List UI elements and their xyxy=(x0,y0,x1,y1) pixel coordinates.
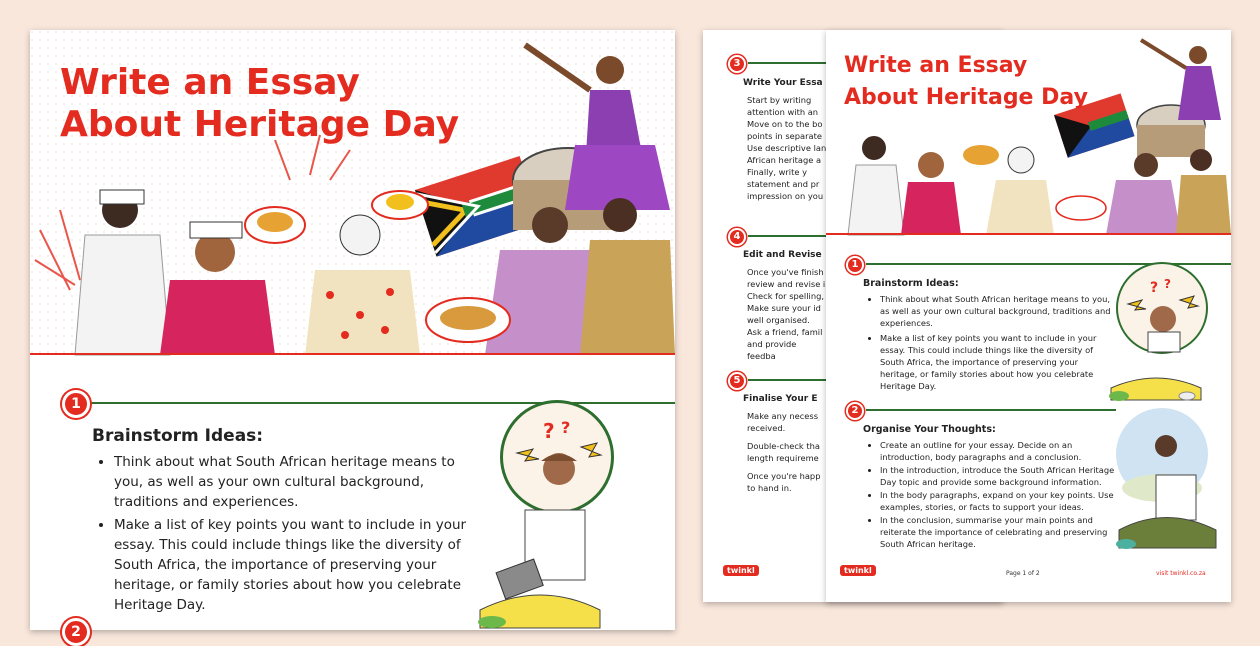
section-bullet-list xyxy=(866,439,1116,551)
step-number-badge: 2 xyxy=(62,618,90,646)
list-item: • In the introduction, introduce the South African Heritage Day topic and provide some background information. xyxy=(880,464,1116,488)
list-item: • In the body paragraphs, expand on your key points. Use examples, stories, or facts to support your ideas. xyxy=(880,489,1116,513)
list-item: points in separate xyxy=(747,131,822,141)
list-item: length requireme xyxy=(747,453,819,463)
list-item: Make any necess xyxy=(747,411,819,421)
step-number-badge: 5 xyxy=(728,372,746,390)
step-number-badge: 3 xyxy=(728,55,746,73)
list-item: • Make a list of key points you want to include in your essay. This could include things like the diversity of South Africa, the importance of preserving your heritage, or family stories about how you celebrate Heritage Day. xyxy=(880,332,1116,392)
page-number: Page 1 of 2 xyxy=(1006,570,1040,577)
list-item: Check for spelling, xyxy=(747,291,824,301)
svg-text:?: ? xyxy=(1164,277,1171,291)
step-number-badge: 4 xyxy=(728,228,746,246)
page-title: Write an Essay About Heritage Day xyxy=(60,62,460,145)
list-item: Move on to the bo xyxy=(747,119,823,129)
list-item: review and revise i xyxy=(747,279,826,289)
list-item: Make sure your id xyxy=(747,303,821,313)
section-heading: Brainstorm Ideas: xyxy=(863,278,959,289)
section-bullet-list xyxy=(747,94,827,202)
svg-text:?: ? xyxy=(561,418,571,437)
step-number-badge: 2 xyxy=(846,402,864,420)
list-item: African heritage a xyxy=(747,155,822,165)
twinkl-logo: twinkl xyxy=(723,565,759,576)
header-divider xyxy=(30,353,675,355)
list-item: • Make a list of key points you want to include in your essay. This could include things like the diversity of South Africa, the importance of preserving your heritage, or family stories about how you celebrate Heritage Day. xyxy=(114,515,486,615)
section-bullet-list xyxy=(100,452,486,618)
list-item: statement and pr xyxy=(747,179,820,189)
list-item: Finally, write y xyxy=(747,167,808,177)
section-heading: Write Your Essa xyxy=(743,78,823,88)
thinking-child-illustration xyxy=(500,400,614,514)
thinking-child-illustration xyxy=(1116,262,1208,354)
list-item: Ask a friend, famil xyxy=(747,327,823,337)
list-item: impression on you xyxy=(747,191,824,201)
svg-text:?: ? xyxy=(1150,280,1159,296)
footer-url: visit twinkl.co.za xyxy=(1156,570,1206,577)
section-heading: Brainstorm Ideas: xyxy=(92,426,264,446)
list-item: Use descriptive lan xyxy=(747,143,827,153)
list-item: • Think about what South African heritage means to you, as well as your own cultural background, traditions and experiences. xyxy=(114,452,486,512)
page-title: Write an Essay About Heritage Day xyxy=(844,53,1088,110)
list-item: well organised. xyxy=(747,315,810,325)
section-bullet-list xyxy=(866,293,1116,395)
svg-text:?: ? xyxy=(543,419,555,443)
list-item: • In the conclusion, summarise your main points and reiterate the importance of celebrating and preserving South African heritage. xyxy=(880,514,1116,550)
section-divider xyxy=(866,409,1116,411)
sitting-boy-figure xyxy=(1111,470,1226,555)
section-heading: Edit and Revise xyxy=(743,250,822,260)
section-bullet-list xyxy=(747,410,827,494)
list-item: attention with an xyxy=(747,107,819,117)
sitting-child-figure xyxy=(470,510,620,630)
list-item: Start by writing xyxy=(747,95,812,105)
list-item: received. xyxy=(747,423,786,433)
list-item: Once you're happ xyxy=(747,471,821,481)
list-item: to hand in. xyxy=(747,483,792,493)
section-heading: Organise Your Thoughts: xyxy=(863,424,996,435)
step-number-badge: 1 xyxy=(62,390,90,418)
twinkl-logo: twinkl xyxy=(840,565,876,576)
list-item: Once you've finish xyxy=(747,267,824,277)
worksheet-page-3 xyxy=(826,30,1231,602)
list-item: and provide feedba xyxy=(747,339,797,361)
step-number-badge: 1 xyxy=(846,256,864,274)
worksheet-page-1 xyxy=(30,30,675,640)
list-item: • Think about what South African heritage means to you, as well as your own cultural background, traditions and experiences. xyxy=(880,293,1116,329)
section-heading: Finalise Your E xyxy=(743,394,818,404)
header-divider xyxy=(826,233,1231,235)
sitting-child-figure xyxy=(1101,348,1211,403)
section-bullet-list xyxy=(747,266,827,362)
list-item: Double-check tha xyxy=(747,441,820,451)
list-item: • Create an outline for your essay. Decide on an introduction, body paragraphs and a conclusion. xyxy=(880,439,1116,463)
